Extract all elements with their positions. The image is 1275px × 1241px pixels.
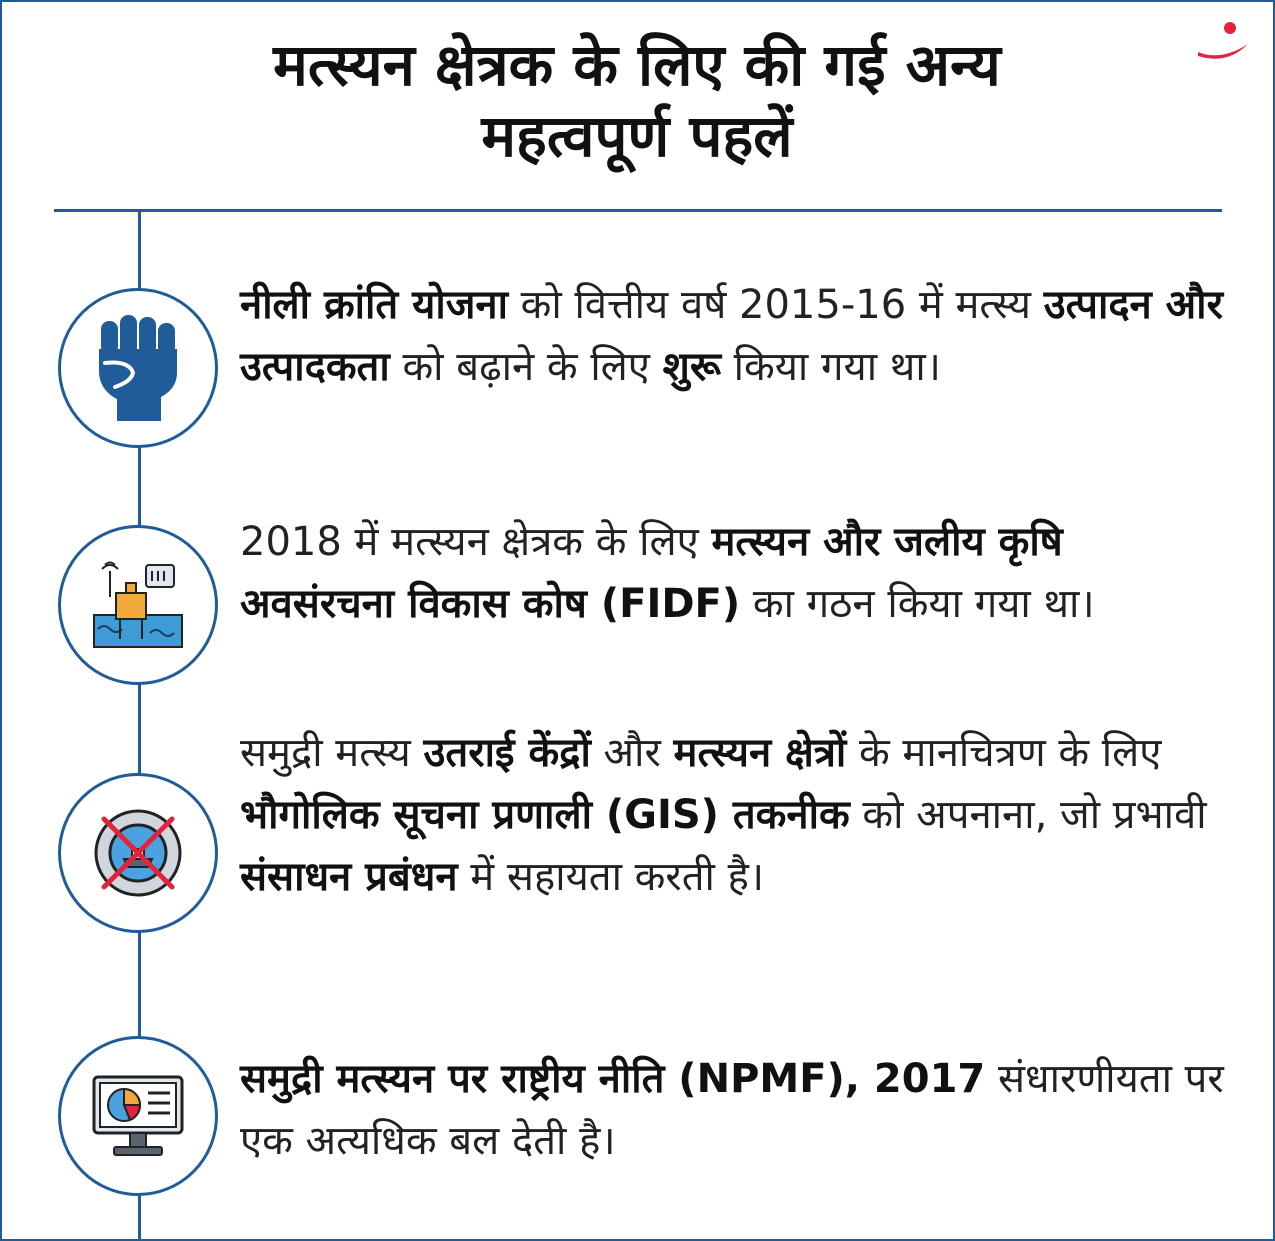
timeline-node-3 <box>58 773 218 933</box>
initiative-text-1 <box>240 274 1230 398</box>
page-title <box>62 30 1212 172</box>
body-text: को बढ़ाने के लिए <box>389 344 663 390</box>
title-line-1: मत्स्यन क्षेत्रक के लिए की गई अन्य <box>273 31 1001 99</box>
highlight-text: समुद्री मत्स्यन पर राष्ट्रीय नीति (NPMF), 2017 <box>240 1056 986 1102</box>
body-text: को वित्तीय वर्ष 2015-16 में मत्स्य <box>507 282 1044 328</box>
highlight-text: मत्स्यन और जलीय कृषि अवसंरचना विकास कोष (FIDF) <box>240 519 1063 627</box>
monitor-analytics-icon <box>90 1073 186 1159</box>
aquaculture-infrastructure-icon <box>90 559 186 651</box>
highlight-text: भौगोलिक सूचना प्रणाली (GIS) तकनीक <box>240 792 850 838</box>
raised-fist-icon <box>91 313 185 423</box>
highlight-text: संसाधन प्रबंधन <box>240 854 458 900</box>
body-text: समुद्री मत्स्य <box>240 730 424 776</box>
body-text: के मानचित्रण के लिए <box>846 730 1162 776</box>
body-text: किया गया था। <box>720 344 941 390</box>
gis-map-icon <box>90 805 186 901</box>
highlight-text: मत्स्यन क्षेत्रों <box>673 730 847 776</box>
timeline-node-4 <box>58 1036 218 1196</box>
initiative-text-2 <box>240 511 1230 635</box>
initiative-text-3 <box>240 722 1230 908</box>
brand-logo-icon <box>1178 8 1252 82</box>
body-text: 2018 में मत्स्यन क्षेत्रक के लिए <box>240 519 712 565</box>
body-text: और <box>590 730 674 776</box>
timeline-node-2 <box>58 525 218 685</box>
title-divider <box>54 209 1222 212</box>
initiative-text-4 <box>240 1048 1230 1172</box>
highlight-text: नीली क्रांति योजना <box>240 282 508 328</box>
body-text: में सहायता करती है। <box>457 854 764 900</box>
highlight-text: शुरू <box>662 344 721 390</box>
title-line-2: महत्वपूर्ण पहलें <box>481 101 793 170</box>
body-text: को अपनाना, जो प्रभावी <box>849 792 1207 838</box>
highlight-text: उत्पादन और उत्पादकता <box>240 282 1223 390</box>
body-text: संधारणीयता पर एक अत्यधिक बल देती है। <box>240 1056 1224 1164</box>
highlight-text: उतराई केंद्रों <box>423 730 591 776</box>
timeline-node-1 <box>58 288 218 448</box>
body-text: का गठन किया गया था। <box>740 581 1095 627</box>
